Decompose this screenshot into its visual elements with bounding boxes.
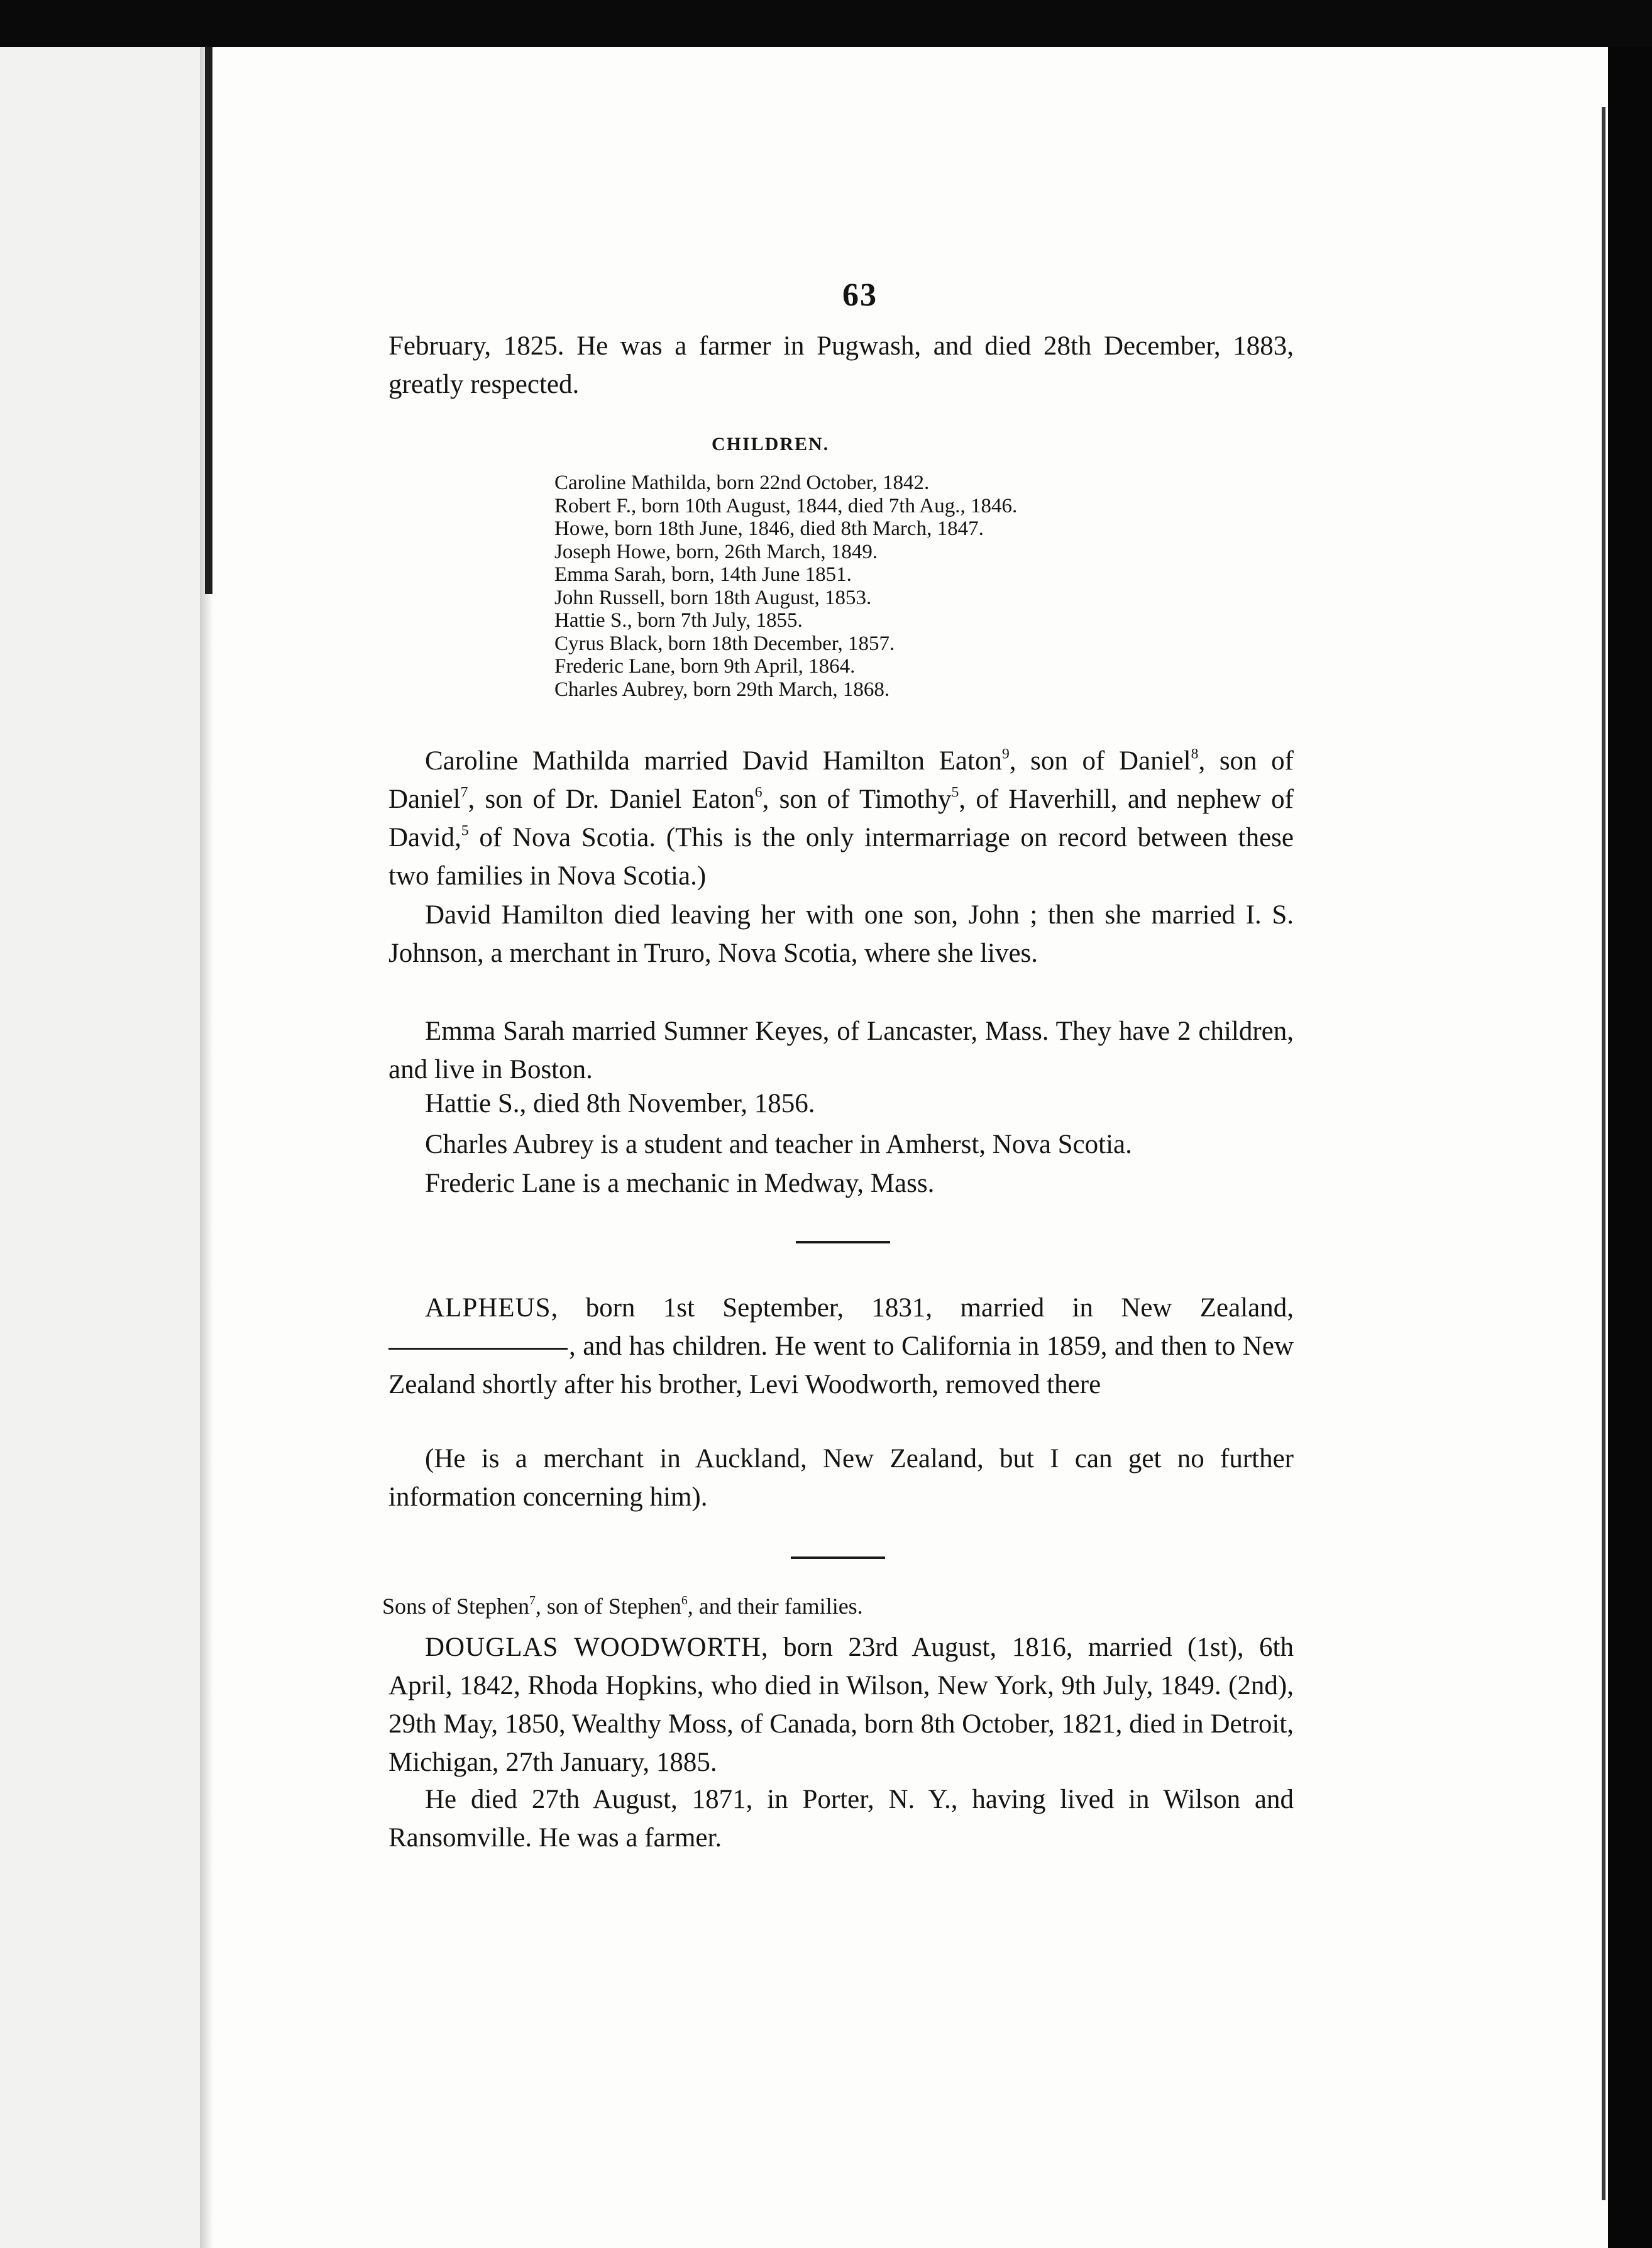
list-item: Frederic Lane, born 9th April, 1864. xyxy=(554,655,856,678)
children-list xyxy=(554,471,1017,701)
douglas-death-paragraph: He died 27th August, 1871, in Porter, N. Y., having lived in Wilson and Ransomville. He was a farmer. xyxy=(388,1785,1294,1853)
david-paragraph: David Hamilton died leaving her with one son, John ; then she married I. S. Johnson, a merchant in Truro, Nova Scotia, where she lives. xyxy=(388,900,1294,968)
hattie-paragraph: Hattie S., died 8th November, 1856. xyxy=(425,1089,815,1118)
douglas-paragraph: DOUGLAS WOODWORTH, born 23rd August, 1816, married (1st), 6th April, 1842, Rhoda Hopkins, who died in Wilson, New York, 9th July, 1849. (2nd), 29th May, 1850, Wealthy Moss, of Canada, born 8th October, 1821, died in Detroit, Michigan, 27th January, 1885. xyxy=(388,1633,1294,1777)
binding-spine xyxy=(205,47,212,594)
charles-paragraph: Charles Aubrey is a student and teacher in Amherst, Nova Scotia. xyxy=(425,1130,1132,1159)
list-item: Robert F., born 10th August, 1844, died 7th Aug., 1846. xyxy=(554,494,1018,517)
intro-paragraph: February, 1825. He was a farmer in Pugwash, and died 28th December, 1883, greatly respected. xyxy=(388,331,1294,399)
list-item: Hattie S., born 7th July, 1855. xyxy=(554,609,803,632)
facing-page xyxy=(0,47,200,2248)
list-item: Howe, born 18th June, 1846, died 8th March, 1847. xyxy=(554,517,984,540)
list-item: Caroline Mathilda, born 22nd October, 1842. xyxy=(554,471,930,494)
alpheus-paragraph: ALPHEUS, born 1st September, 1831, married in New Zealand, , and has children. He went to California in 1859, and then to New Zealand shortly after his brother, Levi Woodworth, removed there xyxy=(388,1293,1294,1399)
caroline-paragraph: Caroline Mathilda married David Hamilton Eaton$^9$, son of Daniel$^8$, son of Daniel$^7$, son of Dr. Daniel Eaton$^6$, son of Timothy$^5$, of Haverhill, and nephew of David,$^5$ of Nova Scotia. (This is the only intermarriage on record between these two families in Nova Scotia.) xyxy=(388,746,1294,891)
children-heading: CHILDREN. xyxy=(712,434,830,455)
section-divider xyxy=(791,1557,885,1559)
scan-top-border xyxy=(0,0,1652,47)
scan-right-border xyxy=(1608,47,1652,2248)
page-number: 63 xyxy=(842,277,878,313)
page-edge-line xyxy=(1602,107,1605,2200)
frederic-paragraph: Frederic Lane is a mechanic in Medway, Mass. xyxy=(425,1169,935,1198)
list-item: John Russell, born 18th August, 1853. xyxy=(554,586,872,609)
list-item: Emma Sarah, born, 14th June 1851. xyxy=(554,563,852,586)
section-divider xyxy=(796,1241,890,1243)
emma-paragraph: Emma Sarah married Sumner Keyes, of Lancaster, Mass. They have 2 children, and live in Boston. xyxy=(388,1017,1294,1084)
list-item: Cyrus Black, born 18th December, 1857. xyxy=(554,632,895,655)
list-item: Charles Aubrey, born 29th March, 1868. xyxy=(554,678,890,701)
list-item: Joseph Howe, born, 26th March, 1849. xyxy=(554,540,878,563)
sons-intro: Sons of Stephen$^7$, son of Stephen$^6$, and their families. xyxy=(382,1594,863,1619)
blank-line xyxy=(388,1348,568,1350)
alpheus-note: (He is a merchant in Auckland, New Zealand, but I can get no further information concerning him). xyxy=(388,1444,1294,1512)
